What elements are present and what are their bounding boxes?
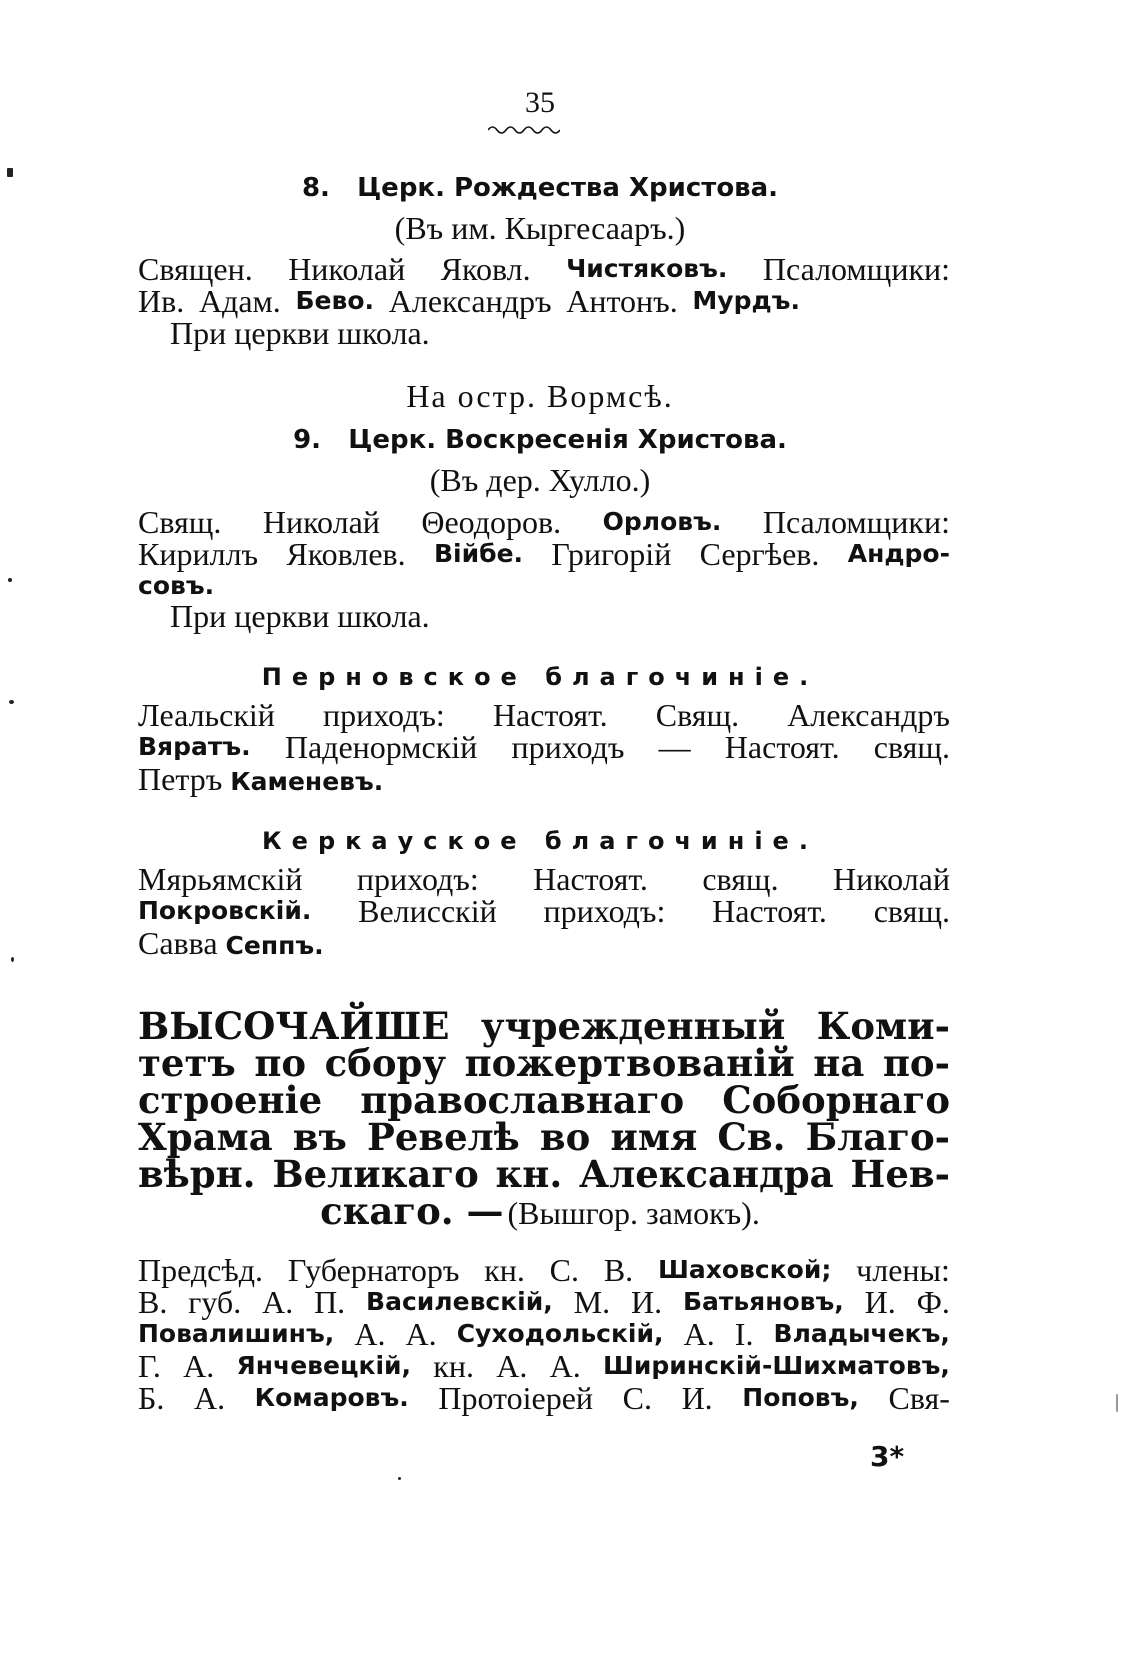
scan-speck: [1116, 1394, 1118, 1412]
pernov-line-3: Петръ Каменевъ.: [138, 761, 384, 797]
committee-heading-line-5: вѣрн. Великаго кн. Александра Нев-: [138, 1152, 950, 1196]
section-8-line-2: Ив. Адам. Бево. Александръ Антонъ. Мурдъ.: [138, 283, 800, 319]
pernov-line-1: Леальскій приходъ: Настоят. Свящ. Александръ: [138, 697, 950, 733]
surname: Мурдъ.: [692, 286, 800, 315]
surname: Ширинскій-Шихматовъ,: [602, 1351, 950, 1380]
section-9-line-2: Кириллъ Яковлев. Війбе. Григорій Сергѣев. Андро-: [138, 536, 950, 572]
committee-line-2: В. губ. А. П. Василевскій, М. И. Батьяновъ, И. Ф.: [138, 1284, 950, 1320]
section-9-title: Церк. Воскресенія Христова.: [348, 425, 787, 455]
committee-heading-line-4: Храма въ Ревелѣ во имя Св. Благо-: [138, 1115, 950, 1159]
section-8-line-1: Священ. Николай Яковл. Чистяковъ. Псаломщики:: [138, 251, 950, 287]
page-number: 35: [525, 86, 555, 119]
surname: Чистяковъ.: [566, 254, 728, 283]
kerkau-deanery-heading: Керкауское благочиніе.: [262, 827, 818, 855]
kerkau-line-2: Покровскій. Велисскій приходъ: Настоят. свящ.: [138, 893, 950, 929]
scan-speck: [11, 957, 14, 962]
surname: Андро-: [847, 539, 950, 568]
surname: Батьяновъ,: [682, 1287, 844, 1316]
island-heading: На остр. Вормсѣ.: [406, 378, 674, 414]
kerkau-line-3: Савва Сеппъ.: [138, 925, 324, 961]
section-9-number: 9.: [293, 425, 322, 455]
committee-line-1: Предсѣд. Губернаторъ кн. С. В. Шаховской; члены:: [138, 1252, 950, 1288]
kerkau-line-1: Мярьямскій приходъ: Настоят. свящ. Николай: [138, 861, 950, 897]
section-8-heading: [0, 172, 1080, 204]
wavy-rule-ornament: [488, 124, 560, 134]
surname: Покровскій.: [138, 896, 312, 925]
committee-heading-line-6: скаго. — (Вышгор. замокъ).: [320, 1189, 760, 1233]
surname: Василевскій,: [366, 1287, 553, 1316]
section-9-line-3: совъ.: [138, 571, 215, 600]
surname: Суходольскій,: [456, 1319, 664, 1348]
surname: Вяратъ.: [138, 732, 251, 761]
pernov-deanery-heading: Перновское благочиніе.: [261, 663, 819, 691]
committee-heading-line-3: строеніе православнаго Соборнаго: [138, 1078, 950, 1122]
section-8-title: Церк. Рождества Христова.: [357, 173, 779, 203]
committee-heading-line-1: ВЫСОЧАЙШЕ учрежденный Коми-: [138, 1004, 950, 1048]
signature-mark: 3*: [870, 1440, 905, 1473]
scan-speck: [8, 578, 12, 582]
surname: Поповъ,: [742, 1383, 859, 1412]
surname: Владычекъ,: [773, 1319, 950, 1348]
section-9-heading: [0, 424, 1080, 456]
scan-speck: [7, 168, 13, 177]
section-9-line-4: При церкви школа.: [170, 598, 430, 634]
section-8-line-3: При церкви школа.: [170, 315, 430, 351]
section-8-place: (Въ им. Кыргесааръ.): [394, 210, 686, 246]
surname: Орловъ.: [602, 507, 722, 536]
surname: Каменевъ.: [230, 767, 384, 796]
scan-speck: [9, 700, 14, 704]
pernov-line-2: Вяратъ. Паденормскій приходъ — Настоят. свящ.: [138, 729, 950, 765]
committee-line-3: Повалишинъ, А. А. Суходольскій, А. І. Владычекъ,: [138, 1316, 950, 1352]
surname: Війбе.: [433, 539, 524, 568]
committee-heading-line-2: тетъ по сбору пожертвованій на по-: [138, 1041, 950, 1085]
scan-speck: [398, 1477, 401, 1480]
surname: Сеппъ.: [225, 931, 324, 960]
section-9-place: (Въ дер. Хулло.): [429, 462, 651, 498]
surname: Повалишинъ,: [138, 1319, 335, 1348]
surname: Комаровъ.: [254, 1383, 409, 1412]
surname: Шаховской;: [657, 1255, 832, 1284]
committee-line-5: Б. А. Комаровъ. Протоіерей С. И. Поповъ, Свя-: [138, 1380, 950, 1416]
section-8-number: 8.: [301, 173, 330, 203]
surname: Янчевецкій,: [236, 1351, 412, 1380]
committee-line-4: Г. А. Янчевецкій, кн. А. А. Ширинскій-Шихматовъ,: [138, 1348, 950, 1384]
section-9-line-1: Свящ. Николай Θеодоров. Орловъ. Псаломщики:: [138, 504, 950, 540]
surname: Бево.: [295, 286, 375, 315]
